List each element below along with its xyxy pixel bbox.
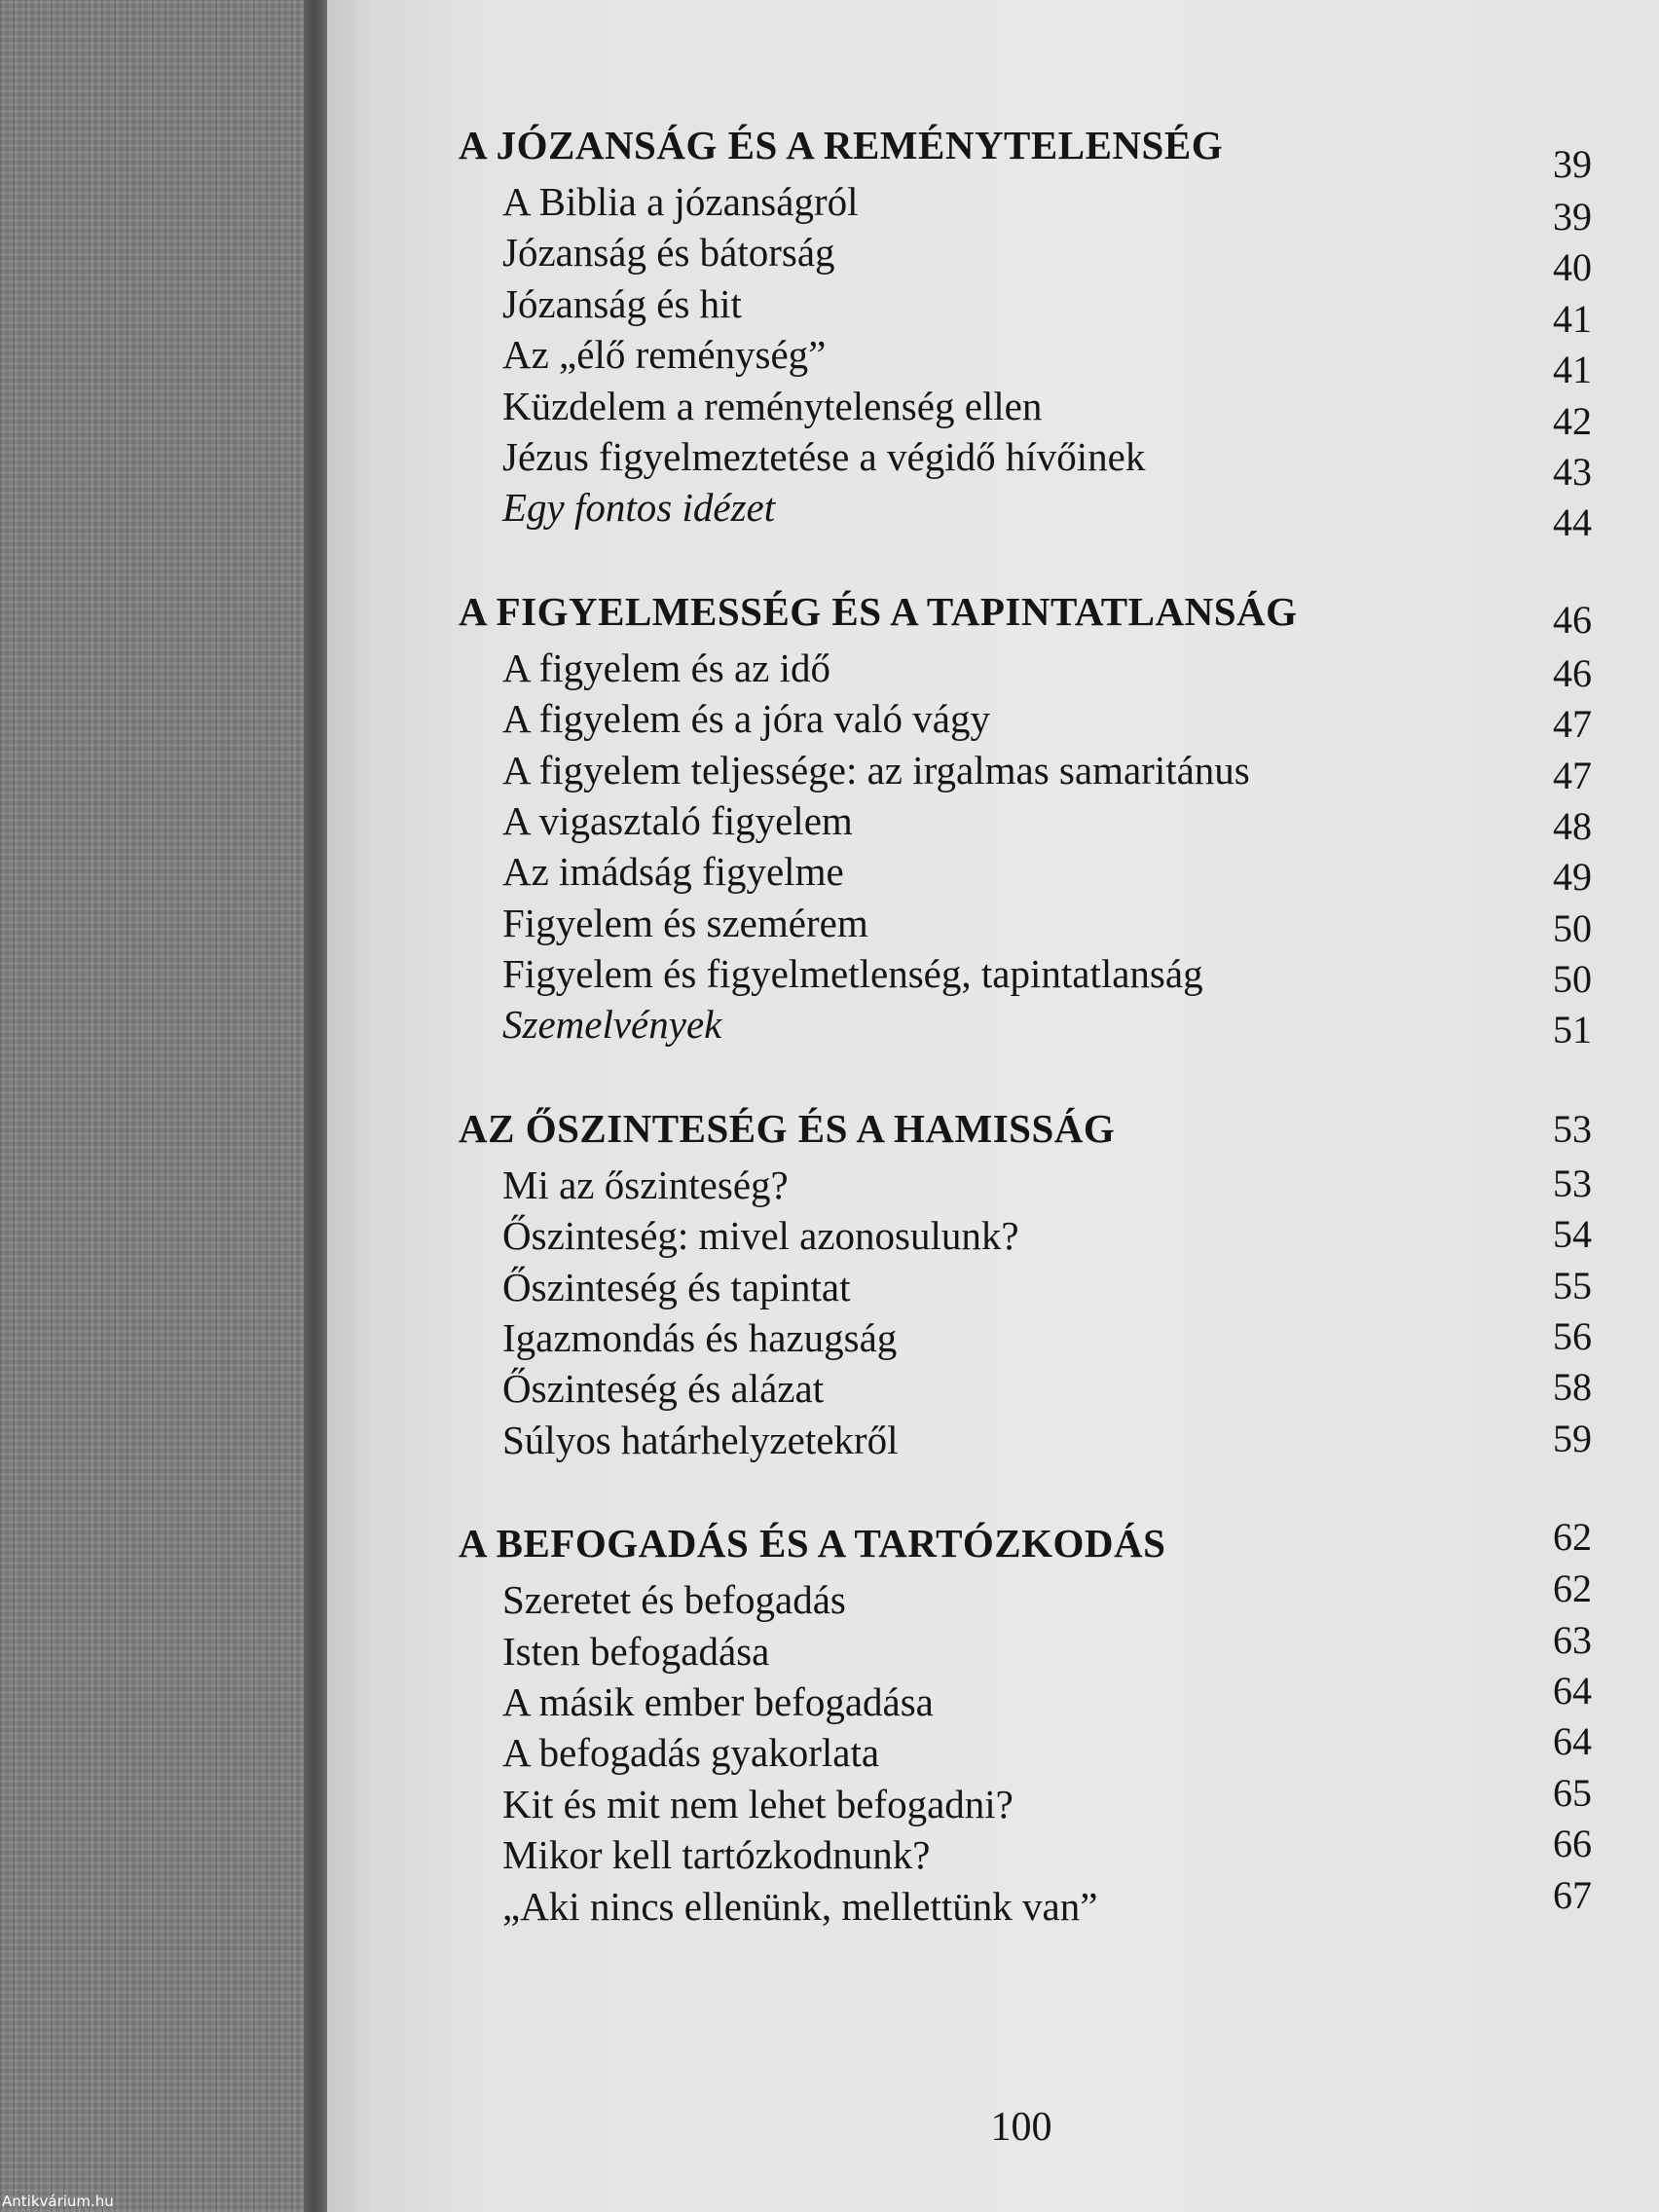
- toc-entry: [459, 329, 1592, 392]
- entry-page-number: 56: [1553, 1314, 1592, 1359]
- section-title: AZ ŐSZINTESÉG ÉS A HAMISSÁG: [459, 1105, 1116, 1151]
- toc-entry: [459, 227, 1592, 290]
- toc-entry: [459, 1822, 1592, 1880]
- entry-page-number: 42: [1553, 398, 1592, 443]
- entry-title: A Biblia a józanságról: [502, 179, 859, 224]
- entry-page-number: 63: [1553, 1617, 1592, 1662]
- adjacent-page-edge: [0, 0, 304, 2212]
- toc-entry: [459, 1872, 1592, 1932]
- entry-title: Mikor kell tartózkodnunk?: [502, 1832, 931, 1878]
- toc-entry: [459, 745, 1592, 795]
- entry-page-number: 46: [1553, 650, 1592, 695]
- toc-section-heading: [459, 120, 1592, 186]
- toc-section-heading: [459, 1103, 1592, 1160]
- section-page-number: 39: [1553, 142, 1592, 186]
- toc-entry: [459, 176, 1592, 239]
- entry-page-number: 64: [1553, 1719, 1592, 1764]
- toc-section: [459, 120, 1592, 545]
- entry-title: Őszinteség: mivel azonosulunk?: [502, 1213, 1019, 1259]
- entry-page-number: 65: [1553, 1770, 1592, 1815]
- entry-page-number: 51: [1553, 1008, 1592, 1052]
- toc-entry: [459, 999, 1592, 1050]
- toc-entry: [459, 1719, 1592, 1778]
- section-page-number: 53: [1553, 1106, 1592, 1151]
- entry-page-number: 39: [1553, 195, 1592, 239]
- toc-section: [459, 1515, 1592, 1932]
- table-of-contents: [459, 120, 1592, 1932]
- toc-entry: [459, 948, 1592, 1002]
- toc-entry: [459, 1567, 1592, 1625]
- entry-title: Igazmondás és hazugság: [502, 1315, 898, 1361]
- entry-title: A másik ember befogadása: [502, 1678, 934, 1724]
- toc-entry: [459, 898, 1592, 948]
- entry-page-number: 49: [1553, 855, 1592, 900]
- toc-section-heading: [459, 1515, 1592, 1574]
- entry-page-number: 66: [1553, 1822, 1592, 1866]
- toc-entry: [459, 1160, 1592, 1210]
- entry-title: Őszinteség és tapintat: [502, 1264, 851, 1309]
- toc-entry: [459, 482, 1592, 545]
- entry-page-number: 41: [1553, 296, 1592, 341]
- entry-page-number: 58: [1553, 1365, 1592, 1410]
- entry-title: „Aki nincs ellenünk, mellettünk van”: [502, 1883, 1098, 1929]
- toc-entry: [459, 1617, 1592, 1677]
- entry-title: A figyelem és az idő: [502, 645, 831, 690]
- entry-title: Figyelem és szemérem: [502, 900, 868, 945]
- section-title: A FIGYELMESSÉG ÉS A TAPINTATLANSÁG: [459, 588, 1298, 634]
- toc-entry: [459, 1262, 1592, 1312]
- toc-entry: [459, 1770, 1592, 1829]
- entry-title: A befogadás gyakorlata: [502, 1730, 880, 1776]
- toc-entry: [459, 846, 1592, 900]
- toc-entry: [459, 795, 1592, 846]
- entry-page-number: 43: [1553, 449, 1592, 494]
- entry-page-number: 47: [1553, 702, 1592, 747]
- toc-entry: [459, 431, 1592, 494]
- entry-title: Őszinteség és alázat: [502, 1366, 825, 1412]
- entry-title: Súlyos határhelyzetekről: [502, 1417, 899, 1462]
- entry-title: Az „élő reménység”: [502, 332, 827, 378]
- entry-title: Jézus figyelmeztetése a végidő hívőinek: [502, 433, 1146, 479]
- entry-title: Az imádság figyelme: [502, 849, 844, 895]
- entry-page-number: 67: [1553, 1872, 1592, 1917]
- toc-section-heading: [459, 586, 1592, 643]
- entry-page-number: 62: [1553, 1567, 1592, 1611]
- toc-entry: [459, 1312, 1592, 1363]
- entry-title: Isten befogadása: [502, 1628, 770, 1674]
- toc-entry: [459, 693, 1592, 747]
- entry-title: Józanság és hit: [502, 280, 742, 326]
- entry-title: Józanság és bátorság: [502, 230, 835, 276]
- toc-entry: [459, 1668, 1592, 1727]
- entry-title: Mi az őszinteség?: [502, 1161, 789, 1207]
- toc-entry: [459, 1210, 1592, 1261]
- toc-entry: [459, 643, 1592, 693]
- entry-page-number: 40: [1553, 245, 1592, 290]
- entry-page-number: 41: [1553, 348, 1592, 392]
- page-number: 100: [990, 2105, 1052, 2150]
- section-page-number: 46: [1553, 597, 1592, 642]
- entry-title: Figyelem és figyelmetlenség, tapintatlanság: [502, 951, 1203, 997]
- entry-page-number: 64: [1553, 1668, 1592, 1713]
- entry-page-number: 48: [1553, 803, 1592, 848]
- page-gutter-shadow: [304, 0, 327, 2212]
- toc-entry: [459, 1415, 1592, 1465]
- entry-page-number: 50: [1553, 957, 1592, 1002]
- entry-title: Egy fontos idézet: [502, 485, 776, 531]
- entry-page-number: 44: [1553, 500, 1592, 545]
- entry-title: Szemelvények: [502, 1002, 722, 1048]
- toc-entry: [459, 381, 1592, 443]
- section-title: A BEFOGADÁS ÉS A TARTÓZKODÁS: [459, 1521, 1166, 1567]
- entry-title: A vigasztaló figyelem: [502, 797, 853, 843]
- entry-title: A figyelem teljessége: az irgalmas samaritánus: [502, 747, 1250, 793]
- toc-section: [459, 1103, 1592, 1465]
- entry-page-number: 47: [1553, 753, 1592, 797]
- entry-title: Szeretet és befogadás: [502, 1577, 846, 1623]
- entry-page-number: 59: [1553, 1416, 1592, 1460]
- entry-title: A figyelem és a jóra való vágy: [502, 696, 990, 742]
- entry-page-number: 55: [1553, 1263, 1592, 1308]
- entry-title: Küzdelem a reménytelenség ellen: [502, 383, 1043, 428]
- toc-entry: [459, 278, 1592, 341]
- entry-title: Kit és mit nem lehet befogadni?: [502, 1781, 1014, 1826]
- entry-page-number: 50: [1553, 905, 1592, 950]
- toc-section: [459, 586, 1592, 1051]
- section-page-number: 62: [1553, 1515, 1592, 1560]
- toc-entry: [459, 1363, 1592, 1414]
- section-title: A JÓZANSÁG ÉS A REMÉNYTELENSÉG: [459, 123, 1224, 167]
- entry-page-number: 54: [1553, 1212, 1592, 1257]
- entry-page-number: 53: [1553, 1161, 1592, 1205]
- watermark-text: Antikvárium.hu: [2, 2193, 114, 2210]
